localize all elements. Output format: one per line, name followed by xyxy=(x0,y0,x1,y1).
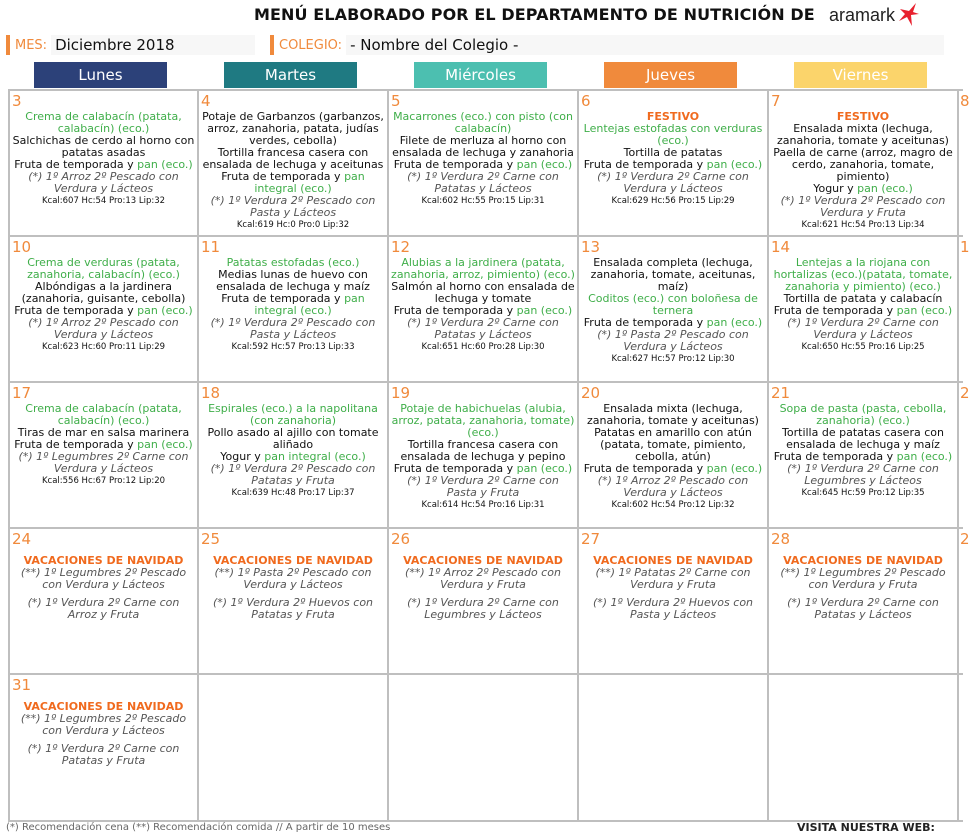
menu-line-text: Salmón al horno con ensalada de lechuga y tomate xyxy=(391,280,575,305)
day-number: 25 xyxy=(201,530,221,548)
day-number: 20 xyxy=(581,384,601,402)
menu-line-text: (*) 1º Verdura 2º Huevos con Pasta y Lácteos xyxy=(592,596,754,621)
day-number: 31 xyxy=(12,676,32,694)
nutrition-info xyxy=(581,195,765,207)
day-number: 19 xyxy=(391,384,411,402)
menu-line-text: Kcal:629 Hc:56 Pro:15 Lip:29 xyxy=(611,196,735,206)
day-cell xyxy=(199,237,387,381)
menu-line-text: Alubias a la jardinera (patata, zanahoria, arroz, pimiento) (eco.) xyxy=(391,256,575,281)
menu-line-text: (*) 1º Verdura 2º Pescado con Pasta y Lácteos xyxy=(210,316,376,341)
colegio-row xyxy=(270,34,944,56)
day-cell xyxy=(10,91,197,235)
bread-note: pan (eco.) xyxy=(706,462,763,475)
menu-line xyxy=(391,281,575,305)
menu-line-text: Albóndigas a la jardinera (zanahoria, guisante, cebolla) xyxy=(21,280,186,305)
menu-line-text: (*) 1º Verdura 2º Huevos con Patatas y Fruta xyxy=(212,596,374,621)
menu-line-text: Filete de merluza al horno con ensalada de lechuga y zanahoria xyxy=(392,134,574,159)
menu-line-text: Paella de carne (arroz, magro de cerdo, zanahoria, tomate, pimiento) xyxy=(773,146,953,183)
menu-line-text: Fruta de temporada y xyxy=(14,158,138,171)
menu-items xyxy=(391,403,575,511)
menu-line-text: Yogur y xyxy=(813,182,858,195)
menu-line-text: (*) 1º Arroz 2º Pescado con Verdura y Lácteos xyxy=(28,170,179,195)
menu-items xyxy=(391,111,575,207)
bread-note: pan integral (eco.) xyxy=(264,450,366,463)
menu-line-text: Kcal:623 Hc:60 Pro:11 Lip:29 xyxy=(41,342,166,352)
menu-line-text: Fruta de temporada y xyxy=(14,304,138,317)
aramark-logo xyxy=(829,1,920,29)
menu-line-text: Pollo asado al ajillo con tomate aliñado xyxy=(207,426,379,451)
day-number: 4 xyxy=(201,92,211,110)
day-number: 12 xyxy=(391,238,411,256)
menu-line-text: VACACIONES DE NAVIDAD xyxy=(213,554,373,567)
menu-line-text: Fruta de temporada y xyxy=(583,158,707,171)
recommendation-note xyxy=(771,317,955,341)
nutrition-info xyxy=(581,499,765,511)
menu-line xyxy=(201,269,385,293)
day-cell xyxy=(389,529,577,673)
day-cell xyxy=(389,237,577,381)
menu-line-text: Macarrones (eco.) con pisto (con calabacín) xyxy=(393,110,573,135)
menu-line-text: (*) 1º Verdura 2º Carne con Legumbres y Lácteos xyxy=(407,596,559,621)
menu-line-text: Kcal:602 Hc:55 Pro:15 Lip:31 xyxy=(421,196,545,206)
day-cell xyxy=(769,237,957,381)
menu-line-text: (*) 1º Verdura 2º Carne con Pasta y Fruta xyxy=(407,474,559,499)
menu-items xyxy=(581,257,765,365)
colegio-label: COLEGIO: xyxy=(279,37,343,53)
menu-line-text: Tortilla francesa casera con ensalada de lechuga y pepino xyxy=(400,438,566,463)
recommendation-note xyxy=(12,743,195,767)
menu-line-text: Kcal:602 Hc:54 Pro:12 Lip:32 xyxy=(611,500,735,510)
menu-line-text: VACACIONES DE NAVIDAD xyxy=(593,554,753,567)
recommendation-note xyxy=(12,451,195,475)
menu-line-text: (*) 1º Arroz 2º Pescado con Verdura y Lácteos xyxy=(597,474,749,499)
recommendation-note xyxy=(581,171,765,195)
menu-items xyxy=(201,403,385,499)
menu-line-text: Fruta de temporada y xyxy=(221,170,345,183)
menu-line-text: (*) 1º Verdura 2º Carne con Patatas y Lácteos xyxy=(407,170,559,195)
day-cell xyxy=(199,383,387,527)
menu-line-text: Kcal:651 Hc:60 Pro:28 Lip:30 xyxy=(421,342,545,352)
footer-web: VISITA NUESTRA WEB: xyxy=(797,821,935,834)
menu-line xyxy=(201,171,385,195)
star-person-icon xyxy=(896,2,920,28)
menu-items xyxy=(771,257,955,353)
menu-line-text: (*) 1º Arroz 2º Pescado con Verdura y Lácteos xyxy=(28,316,179,341)
menu-items xyxy=(201,257,385,353)
day-header-miercoles: Miércoles xyxy=(414,62,547,88)
nutrition-info xyxy=(391,195,575,207)
menu-items xyxy=(391,257,575,353)
nutrition-info xyxy=(201,219,385,231)
bread-note: pan (eco.) xyxy=(896,304,953,317)
menu-line-text: Potaje de Garbanzos (garbanzos, arroz, zanahoria, patata, judías verdes, cebolla) xyxy=(202,110,384,147)
menu-line xyxy=(771,427,955,451)
logo-text: aramark xyxy=(829,4,896,25)
menu-line-text: (*) 1º Verdura 2º Carne con Verdura y Lácteos xyxy=(787,316,939,341)
day-number: 13 xyxy=(581,238,601,256)
menu-line-text: (**) 1º Legumbres 2º Pescado con Verdura y Lácteos xyxy=(20,566,187,591)
partial-day-number: 8 xyxy=(960,92,970,110)
mes-label: MES: xyxy=(15,37,48,53)
day-cell xyxy=(10,675,197,820)
recommendation-note xyxy=(581,597,765,621)
mes-field[interactable]: Diciembre 2018 xyxy=(51,35,255,55)
menu-line-text: Ensalada mixta (lechuga, zanahoria, tomate y aceitunas) xyxy=(777,122,949,147)
day-cell xyxy=(579,237,767,381)
mes-row xyxy=(6,34,255,56)
menu-line xyxy=(771,123,955,147)
recommendation-note xyxy=(391,317,575,341)
menu-line-text: Fruta de temporada y xyxy=(221,292,345,305)
day-cell xyxy=(769,529,957,673)
menu-line xyxy=(581,403,765,427)
menu-line-text: (*) 1º Verdura 2º Pescado con Patatas y Fruta xyxy=(210,462,376,487)
nutrition-info xyxy=(12,195,195,207)
menu-line-text: Tortilla de patatas casera con ensalada de lechuga y maíz xyxy=(782,426,944,451)
menu-line-text: Kcal:650 Hc:55 Pro:16 Lip:25 xyxy=(801,342,925,352)
menu-line-text: Kcal:619 Hc:0 Pro:0 Lip:32 xyxy=(236,220,350,230)
menu-items xyxy=(771,111,955,231)
menu-line-text: Kcal:645 Hc:59 Pro:12 Lip:35 xyxy=(801,488,925,498)
menu-line-text: (*) 1º Verdura 2º Carne con Arroz y Fruta xyxy=(27,596,180,621)
menu-line-text: (*) 1º Pasta 2º Pescado con Verdura y Lácteos xyxy=(597,328,749,353)
menu-line-text: Kcal:627 Hc:57 Pro:12 Lip:30 xyxy=(611,354,735,364)
menu-line-text: (**) 1º Arroz 2º Pescado con Verdura y Fruta xyxy=(405,566,561,591)
menu-line xyxy=(391,403,575,439)
menu-line-text: VACACIONES DE NAVIDAD xyxy=(403,554,563,567)
recommendation-note xyxy=(581,475,765,499)
menu-line-text: FESTIVO xyxy=(836,110,890,123)
recommendation-note xyxy=(201,597,385,621)
menu-line-text: (**) 1º Pasta 2º Pescado con Verdura y Lácteos xyxy=(214,566,372,591)
day-number: 17 xyxy=(12,384,32,402)
bread-note: pan (eco.) xyxy=(137,158,193,171)
recommendation-note xyxy=(771,195,955,219)
recommendation-note xyxy=(771,567,955,591)
recommendation-note xyxy=(771,463,955,487)
day-number: 6 xyxy=(581,92,591,110)
menu-line-text: Tortilla de patata y calabacín xyxy=(783,292,943,305)
day-header-lunes: Lunes xyxy=(34,62,167,88)
menu-line xyxy=(391,135,575,159)
recommendation-note xyxy=(12,713,195,737)
menu-line xyxy=(391,257,575,281)
menu-line xyxy=(771,257,955,293)
menu-line-text: (*) 1º Verdura 2º Pescado con Pasta y Lácteos xyxy=(210,194,376,219)
menu-line-text: Fruta de temporada y xyxy=(393,158,517,171)
menu-line-text: Medias lunas de huevo con ensalada de lechuga y maíz xyxy=(216,268,370,293)
recommendation-note xyxy=(391,597,575,621)
menu-items xyxy=(581,403,765,511)
recommendation-note xyxy=(201,463,385,487)
menu-items xyxy=(12,555,195,621)
recommendation-note xyxy=(12,597,195,621)
menu-line xyxy=(201,293,385,317)
menu-items xyxy=(12,257,195,353)
recommendation-note xyxy=(391,171,575,195)
menu-line-text: Crema de verduras (patata, zanahoria, calabacín) (eco.) xyxy=(27,256,180,281)
day-cell xyxy=(579,383,767,527)
day-header-jueves: Jueves xyxy=(604,62,737,88)
menu-items xyxy=(581,111,765,207)
menu-line-text: Coditos (eco.) con boloñesa de ternera xyxy=(588,292,758,317)
day-cell xyxy=(579,529,767,673)
recommendation-note xyxy=(391,567,575,591)
menu-line xyxy=(201,111,385,147)
recommendation-note xyxy=(201,317,385,341)
menu-line-text: Kcal:607 Hc:54 Pro:13 Lip:32 xyxy=(41,196,166,206)
day-cell xyxy=(10,237,197,381)
menu-line-text: Fruta de temporada y xyxy=(773,304,897,317)
colegio-accent-bar xyxy=(270,35,274,55)
menu-line xyxy=(201,403,385,427)
day-cell xyxy=(389,383,577,527)
nutrition-info xyxy=(12,341,195,353)
menu-line-text: Kcal:621 Hc:54 Pro:13 Lip:34 xyxy=(801,220,925,230)
menu-line-text: (*) 1º Verdura 2º Carne con Patatas y Lácteos xyxy=(407,316,559,341)
day-header-martes: Martes xyxy=(224,62,357,88)
day-number: 26 xyxy=(391,530,411,548)
menu-line xyxy=(201,427,385,451)
nutrition-info xyxy=(12,475,195,487)
menu-line-text: (*) 1º Verdura 2º Carne con Patatas y Lácteos xyxy=(787,596,939,621)
menu-line-text: (**) 1º Legumbres 2º Pescado con Verdura y Fruta xyxy=(780,566,946,591)
menu-line-text: Crema de calabacín (patata, calabacín) (eco.) xyxy=(25,402,182,427)
mes-accent-bar xyxy=(6,35,10,55)
bread-note: pan (eco.) xyxy=(137,438,193,451)
menu-line-text: Potaje de habichuelas (alubia, arroz, patata, zanahoria, tomate) (eco.) xyxy=(391,402,575,439)
menu-line-text: (*) 1º Legumbres 2º Carne con Verdura y Lácteos xyxy=(18,450,189,475)
day-number: 28 xyxy=(771,530,791,548)
menu-line-text: Fruta de temporada y xyxy=(14,438,138,451)
menu-line xyxy=(12,111,195,135)
bread-note: pan (eco.) xyxy=(896,450,953,463)
day-number: 7 xyxy=(771,92,781,110)
bread-note: pan integral (eco.) xyxy=(254,292,365,317)
menu-line-text: (**) 1º Legumbres 2º Pescado con Verdura y Lácteos xyxy=(20,712,187,737)
nutrition-info xyxy=(771,487,955,499)
menu-line xyxy=(12,281,195,305)
recommendation-note xyxy=(12,171,195,195)
day-number: 5 xyxy=(391,92,401,110)
menu-line-text: Espirales (eco.) a la napolitana (con zanahoria) xyxy=(208,402,378,427)
menu-line xyxy=(391,111,575,135)
recommendation-note xyxy=(391,475,575,499)
day-cell xyxy=(10,383,197,527)
bread-note: pan integral (eco.) xyxy=(254,170,365,195)
menu-items xyxy=(391,555,575,621)
recommendation-note xyxy=(771,597,955,621)
bread-note: pan (eco.) xyxy=(516,462,573,475)
nutrition-info xyxy=(201,341,385,353)
recommendation-note xyxy=(201,195,385,219)
menu-line-text: Yogur y xyxy=(220,450,265,463)
grid-col-line xyxy=(957,89,959,820)
recommendation-note xyxy=(12,317,195,341)
menu-line xyxy=(391,439,575,463)
menu-line xyxy=(581,257,765,293)
recommendation-note xyxy=(12,567,195,591)
nutrition-info xyxy=(391,499,575,511)
menu-line-text: (**) 1º Patatas 2º Carne con Verdura y Fruta xyxy=(595,566,751,591)
day-cell xyxy=(10,529,197,673)
recommendation-note xyxy=(581,329,765,353)
nutrition-info xyxy=(391,341,575,353)
menu-line-text: Patatas en amarillo con atún (patata, tomate, pimiento, cebolla, atún) xyxy=(594,426,752,463)
menu-line-text: (*) 1º Verdura 2º Pescado con Verdura y Fruta xyxy=(780,194,946,219)
menu-items xyxy=(12,111,195,207)
menu-items xyxy=(771,555,955,621)
menu-line-text: Lentejas estofadas con verduras (eco.) xyxy=(583,122,763,147)
menu-line xyxy=(581,293,765,317)
day-number: 24 xyxy=(12,530,32,548)
menu-line-text: Tiras de mar en salsa marinera xyxy=(17,426,190,439)
menu-line-text: (*) 1º Verdura 2º Carne con Verdura y Lácteos xyxy=(597,170,749,195)
menu-line-text: Fruta de temporada y xyxy=(583,316,707,329)
menu-line-text: VACACIONES DE NAVIDAD xyxy=(23,554,184,567)
day-number: 21 xyxy=(771,384,791,402)
menu-line-text: Ensalada completa (lechuga, zanahoria, tomate, aceitunas, maíz) xyxy=(590,256,756,293)
menu-line-text: VACACIONES DE NAVIDAD xyxy=(783,554,943,567)
day-cell xyxy=(389,91,577,235)
day-number: 14 xyxy=(771,238,791,256)
footer-note: (*) Recomendación cena (**) Recomendación comida // A partir de 10 meses xyxy=(6,822,391,833)
menu-line-text: Kcal:592 Hc:57 Pro:13 Lip:33 xyxy=(231,342,355,352)
menu-line xyxy=(581,427,765,463)
day-cell xyxy=(579,91,767,235)
bread-note: pan (eco.) xyxy=(137,304,193,317)
day-number: 18 xyxy=(201,384,221,402)
menu-line-text: VACACIONES DE NAVIDAD xyxy=(23,700,184,713)
menu-line xyxy=(12,257,195,281)
menu-line-text: Fruta de temporada y xyxy=(393,304,517,317)
bread-note: pan (eco.) xyxy=(706,158,763,171)
day-number: 3 xyxy=(12,92,22,110)
menu-line-text: (*) 1º Verdura 2º Carne con Legumbres y Lácteos xyxy=(787,462,939,487)
menu-items xyxy=(12,701,195,767)
day-cell xyxy=(199,529,387,673)
menu-line xyxy=(12,135,195,159)
bread-note: pan (eco.) xyxy=(857,182,913,195)
menu-items xyxy=(771,403,955,499)
menu-items xyxy=(201,111,385,231)
menu-line-text: Lentejas a la riojana con hortalizas (eco.)(patata, tomate, zanahoria y pimiento) (eco.) xyxy=(773,256,953,293)
menu-items xyxy=(581,555,765,621)
day-cell xyxy=(199,91,387,235)
menu-line-text: Tortilla francesa casera con ensalada de lechuga y aceitunas xyxy=(202,146,384,171)
colegio-field[interactable]: - Nombre del Colegio - xyxy=(346,35,944,55)
menu-items xyxy=(12,403,195,487)
bread-note: pan (eco.) xyxy=(516,158,573,171)
partial-day-number: 2 xyxy=(960,530,970,548)
menu-line-text: Crema de calabacín (patata, calabacín) (eco.) xyxy=(25,110,182,135)
nutrition-info xyxy=(771,219,955,231)
nutrition-info xyxy=(201,487,385,499)
day-number: 11 xyxy=(201,238,221,256)
recommendation-note xyxy=(201,567,385,591)
menu-line xyxy=(771,403,955,427)
menu-line xyxy=(12,403,195,427)
menu-line-text: Kcal:639 Hc:48 Pro:17 Lip:37 xyxy=(231,488,355,498)
partial-day-number: 1 xyxy=(960,238,970,256)
day-cell xyxy=(769,91,957,235)
menu-line-text: Sopa de pasta (pasta, cebolla, zanahoria) (eco.) xyxy=(779,402,947,427)
bread-note: pan (eco.) xyxy=(516,304,573,317)
day-number: 10 xyxy=(12,238,32,256)
day-header-viernes: Viernes xyxy=(794,62,927,88)
day-cell xyxy=(769,383,957,527)
recommendation-note xyxy=(581,567,765,591)
menu-line-text: Kcal:556 Hc:67 Pro:12 Lip:20 xyxy=(41,476,166,486)
menu-line-text: (*) 1º Verdura 2º Carne con Patatas y Fruta xyxy=(27,742,180,767)
menu-line xyxy=(581,123,765,147)
menu-line-text: Kcal:614 Hc:54 Pro:16 Lip:31 xyxy=(421,500,545,510)
menu-line-text: Ensalada mixta (lechuga, zanahoria, tomate y aceitunas) xyxy=(587,402,759,427)
menu-line-text: Salchichas de cerdo al horno con patatas asadas xyxy=(12,134,195,159)
menu-line xyxy=(201,147,385,171)
day-number: 27 xyxy=(581,530,601,548)
nutrition-info xyxy=(771,341,955,353)
menu-line-text: Fruta de temporada y xyxy=(773,450,897,463)
nutrition-info xyxy=(581,353,765,365)
bread-note: pan (eco.) xyxy=(706,316,763,329)
menu-items xyxy=(201,555,385,621)
menu-line-text: Fruta de temporada y xyxy=(583,462,707,475)
menu-line-text: Patatas estofadas (eco.) xyxy=(226,256,360,269)
menu-line xyxy=(771,147,955,183)
menu-line-text: Fruta de temporada y xyxy=(393,462,517,475)
menu-line-text: Tortilla de patatas xyxy=(623,146,723,159)
partial-day-number: 2 xyxy=(960,384,970,402)
menu-line-text: FESTIVO xyxy=(646,110,700,123)
menu-title: MENÚ ELABORADO POR EL DEPARTAMENTO DE NUTRICIÓN DE xyxy=(254,5,815,24)
